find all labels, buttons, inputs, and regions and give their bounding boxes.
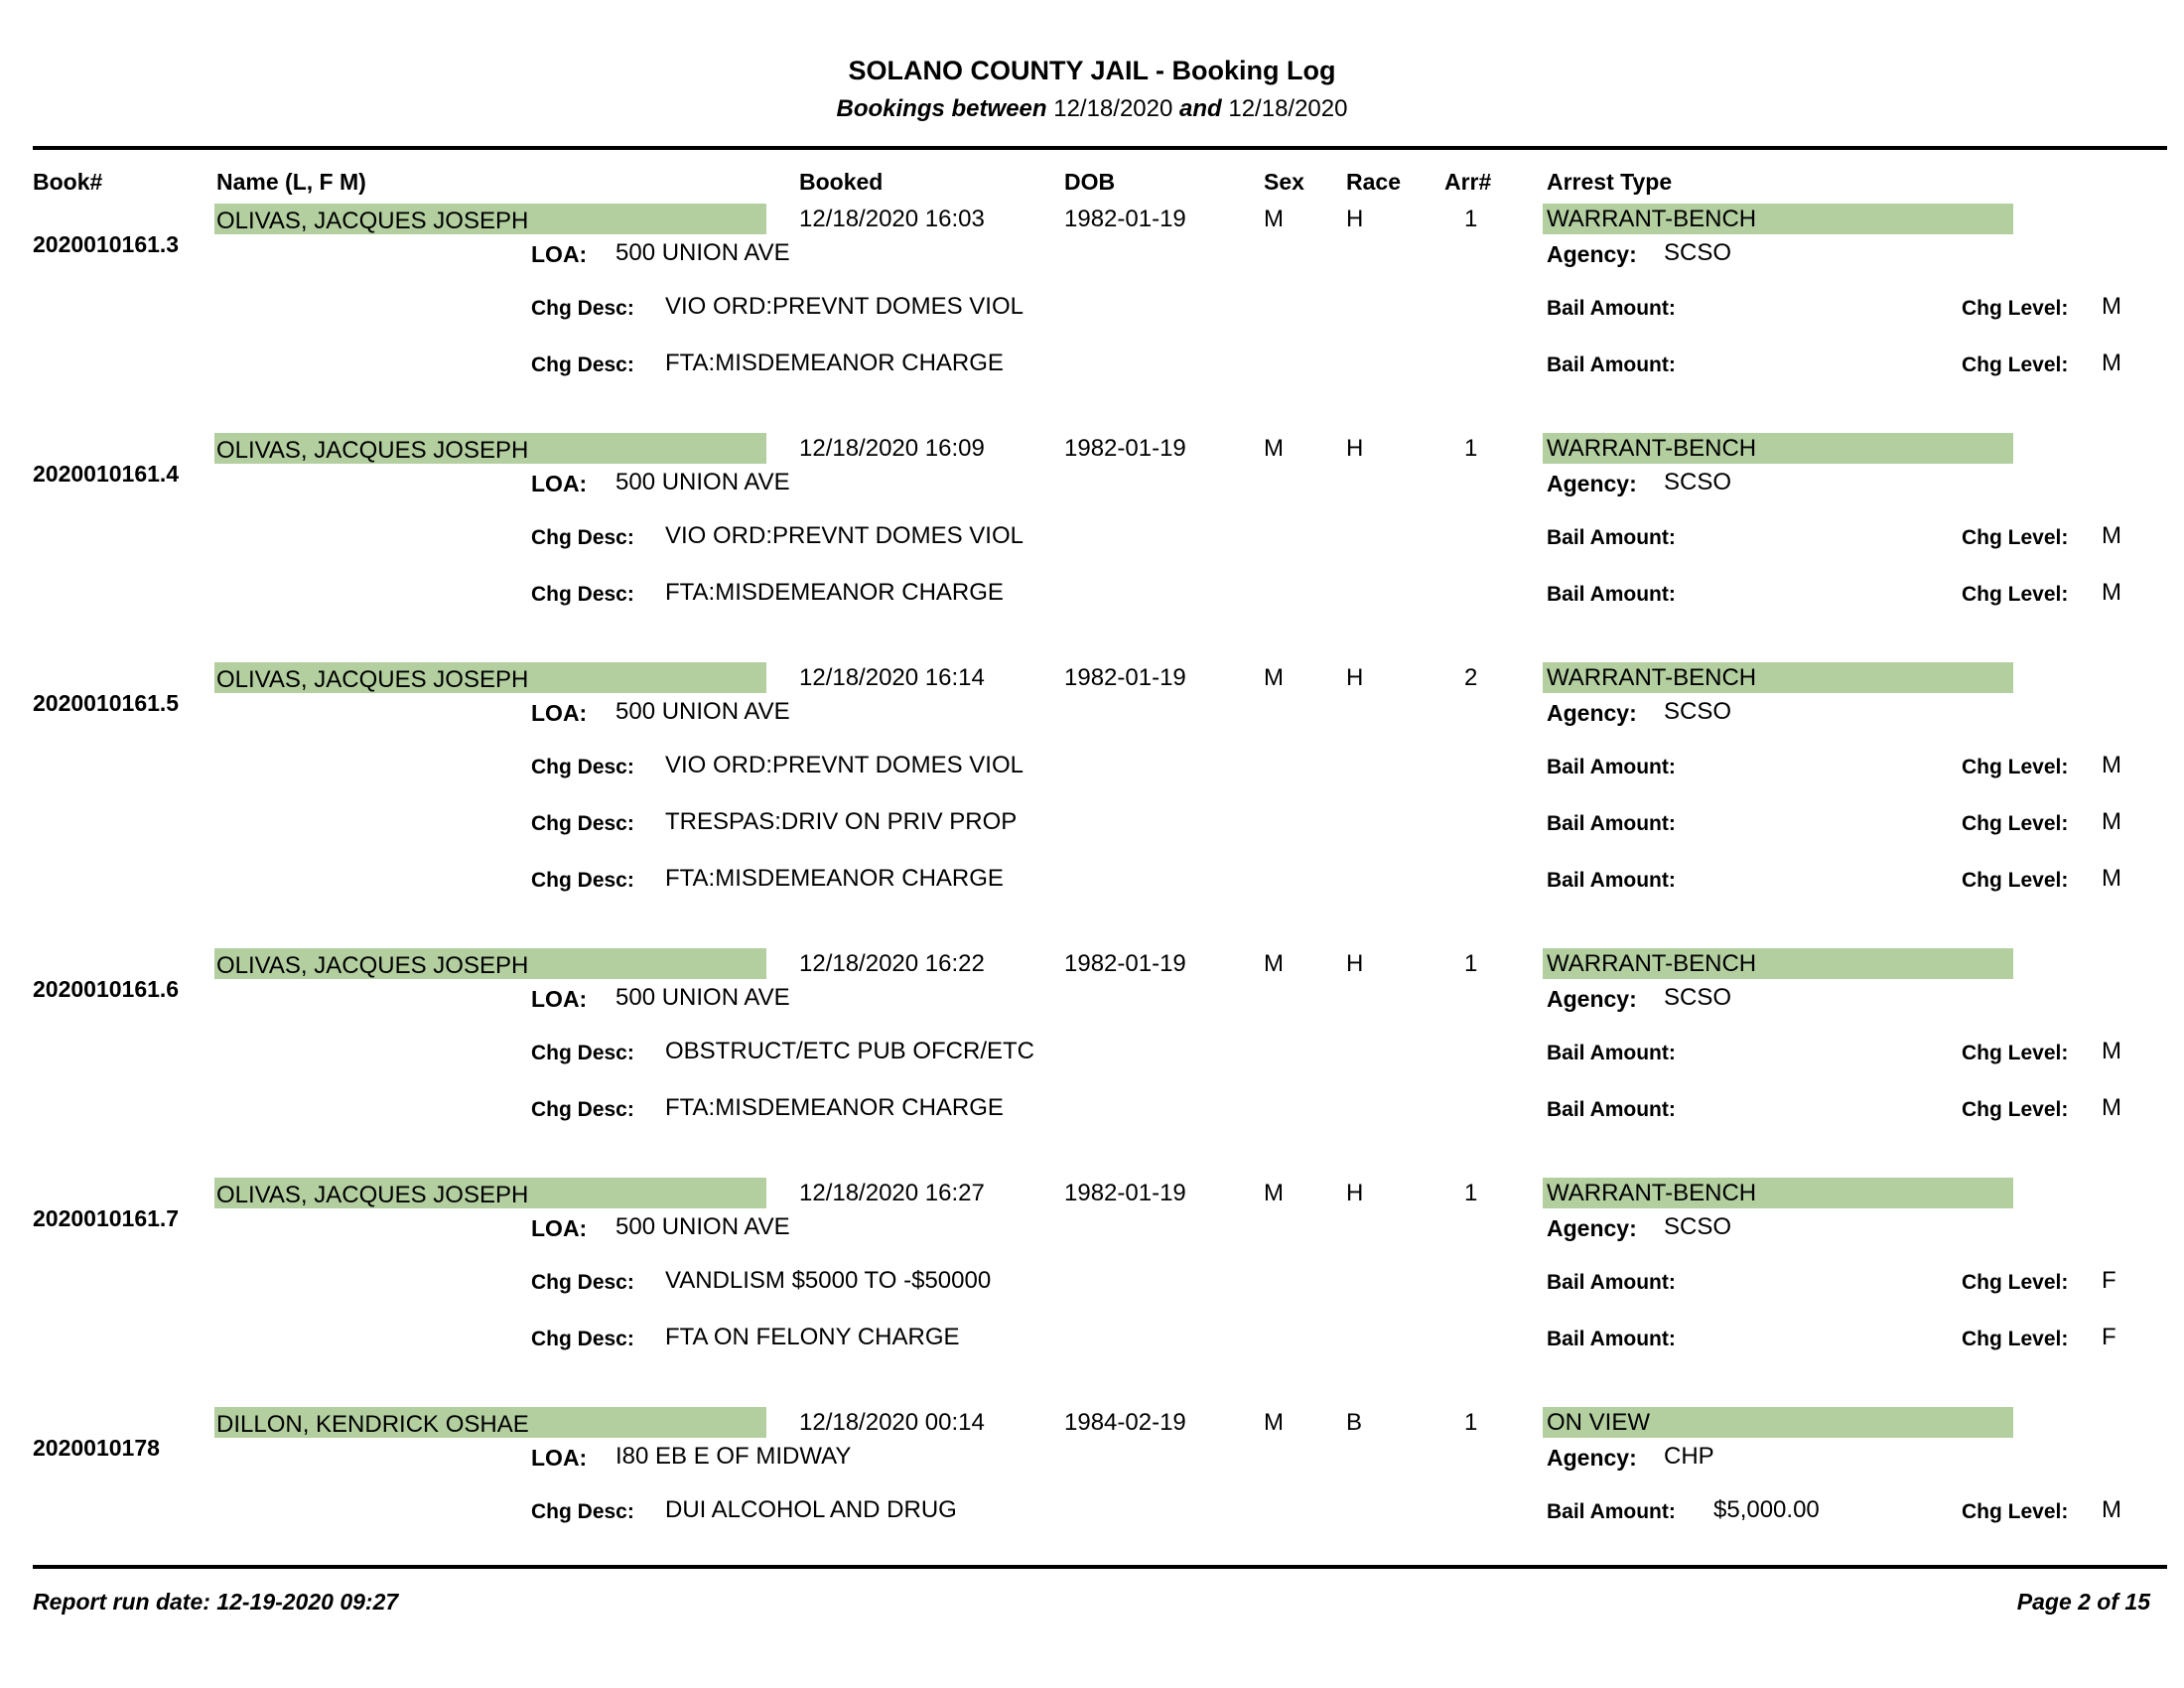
charge-row [0,752,2184,791]
header-rule [33,146,2167,150]
arrest-count: 1 [1464,435,1478,462]
book-number: 2020010178 [33,1435,160,1461]
col-header-arr: Arr# [1444,169,1492,195]
charge-level-label: Chg Level: [1962,1098,2069,1121]
bail-amount-label: Bail Amount: [1547,1328,1676,1350]
bail-amount-label: Bail Amount: [1547,583,1676,606]
sex-value: M [1264,1180,1284,1206]
charge-level: M [2102,579,2121,606]
bail-amount-label: Bail Amount: [1547,812,1676,835]
loa-label: LOA: [531,1445,588,1471]
charge-desc: VIO ORD:PREVNT DOMES VIOL [665,752,1024,778]
charge-row [0,579,2184,619]
bail-amount-label: Bail Amount: [1547,1271,1676,1294]
loa-value: 500 UNION AVE [615,698,790,725]
charge-level: M [2102,293,2121,320]
date-to: 12/18/2020 [1228,95,1348,122]
race-value: H [1346,435,1364,462]
col-header-sex: Sex [1264,169,1304,195]
arrest-count: 1 [1464,950,1478,977]
agency-value: SCSO [1664,239,1732,266]
loa-label: LOA: [531,700,588,726]
book-number: 2020010161.3 [33,231,180,257]
sex-value: M [1264,664,1284,691]
booked-datetime: 12/18/2020 16:22 [799,950,985,977]
charge-desc-label: Chg Desc: [531,812,634,835]
charge-desc: FTA:MISDEMEANOR CHARGE [665,865,1004,892]
arrest-type: ON VIEW [1547,1409,1651,1436]
race-value: H [1346,206,1364,232]
charge-level: M [2102,865,2121,892]
col-header-booked: Booked [799,169,884,195]
footer-rule [33,1565,2167,1569]
loa-value: 500 UNION AVE [615,239,790,266]
race-value: H [1346,664,1364,691]
report-title: SOLANO COUNTY JAIL - Booking Log [848,56,1336,85]
inmate-name: OLIVAS, JACQUES JOSEPH [216,208,529,234]
charge-desc: FTA:MISDEMEANOR CHARGE [665,1094,1004,1121]
booked-datetime: 12/18/2020 00:14 [799,1409,985,1436]
agency-label: Agency: [1547,700,1637,726]
charge-desc-label: Chg Desc: [531,869,634,892]
charge-level: F [2102,1267,2116,1294]
charge-level-label: Chg Level: [1962,812,2069,835]
race-value: H [1346,950,1364,977]
agency-label: Agency: [1547,241,1637,267]
charge-desc: OBSTRUCT/ETC PUB OFCR/ETC [665,1038,1035,1064]
booked-datetime: 12/18/2020 16:03 [799,206,985,232]
page-number: Page 2 of 15 [2016,1589,2150,1615]
charge-level-label: Chg Level: [1962,297,2069,320]
charge-desc: VIO ORD:PREVNT DOMES VIOL [665,522,1024,549]
date-of-birth: 1982-01-19 [1064,664,1186,691]
loa-value: I80 EB E OF MIDWAY [615,1443,852,1470]
charge-desc-label: Chg Desc: [531,583,634,606]
loa-label: LOA: [531,241,588,267]
col-header-race: Race [1346,169,1401,195]
bail-amount-label: Bail Amount: [1547,869,1676,892]
arrest-type: WARRANT-BENCH [1547,206,1757,232]
sex-value: M [1264,206,1284,232]
bail-amount-label: Bail Amount: [1547,1500,1676,1523]
charge-level-label: Chg Level: [1962,1042,2069,1064]
col-header-book: Book# [33,169,103,195]
arrest-count: 1 [1464,1409,1478,1436]
date-of-birth: 1982-01-19 [1064,1180,1186,1206]
charge-level-label: Chg Level: [1962,1500,2069,1523]
charge-level: M [2102,1496,2121,1523]
agency-label: Agency: [1547,1445,1637,1471]
charge-level-label: Chg Level: [1962,1271,2069,1294]
agency-label: Agency: [1547,1215,1637,1241]
charge-desc-label: Chg Desc: [531,297,634,320]
arrest-type: WARRANT-BENCH [1547,664,1757,691]
loa-value: 500 UNION AVE [615,984,790,1011]
date-of-birth: 1984-02-19 [1064,1409,1186,1436]
loa-label: LOA: [531,471,588,496]
report-subtitle [0,95,2184,123]
charge-row [0,1094,2184,1134]
inmate-name: OLIVAS, JACQUES JOSEPH [216,1182,529,1208]
charge-level: M [2102,752,2121,778]
charge-level-label: Chg Level: [1962,353,2069,376]
bail-amount-label: Bail Amount: [1547,1042,1676,1064]
subtitle-join: and [1179,95,1222,122]
charge-desc: VANDLISM $5000 TO -$50000 [665,1267,992,1294]
sex-value: M [1264,950,1284,977]
loa-label: LOA: [531,1215,588,1241]
bail-amount-label: Bail Amount: [1547,756,1676,778]
charge-level: F [2102,1324,2116,1350]
book-number: 2020010161.7 [33,1205,180,1231]
inmate-name: OLIVAS, JACQUES JOSEPH [216,666,529,693]
charge-level-label: Chg Level: [1962,583,2069,606]
date-of-birth: 1982-01-19 [1064,206,1186,232]
arrest-type: WARRANT-BENCH [1547,950,1757,977]
booked-datetime: 12/18/2020 16:14 [799,664,985,691]
charge-desc-label: Chg Desc: [531,1500,634,1523]
charge-row [0,350,2184,389]
agency-value: SCSO [1664,469,1732,495]
agency-label: Agency: [1547,986,1637,1012]
date-of-birth: 1982-01-19 [1064,435,1186,462]
charge-desc: FTA:MISDEMEANOR CHARGE [665,350,1004,376]
charge-desc-label: Chg Desc: [531,1098,634,1121]
charge-desc: DUI ALCOHOL AND DRUG [665,1496,957,1523]
agency-value: SCSO [1664,984,1732,1011]
charge-row [0,1496,2184,1536]
charge-row [0,865,2184,905]
charge-desc: VIO ORD:PREVNT DOMES VIOL [665,293,1024,320]
charge-row [0,1038,2184,1077]
bail-amount-label: Bail Amount: [1547,1098,1676,1121]
report-run-date: Report run date: 12-19-2020 09:27 [33,1589,399,1615]
charge-desc-label: Chg Desc: [531,353,634,376]
booked-datetime: 12/18/2020 16:09 [799,435,985,462]
charge-level: M [2102,350,2121,376]
subtitle-prefix: Bookings between [836,95,1047,122]
agency-value: SCSO [1664,1213,1732,1240]
date-of-birth: 1982-01-19 [1064,950,1186,977]
charge-desc-label: Chg Desc: [531,1042,634,1064]
charge-row [0,808,2184,848]
charge-level-label: Chg Level: [1962,869,2069,892]
bail-amount: $5,000.00 [1713,1496,1820,1523]
charge-desc-label: Chg Desc: [531,1271,634,1294]
loa-value: 500 UNION AVE [615,1213,790,1240]
arrest-count: 1 [1464,1180,1478,1206]
charge-desc-label: Chg Desc: [531,526,634,549]
charge-desc-label: Chg Desc: [531,756,634,778]
charge-level: M [2102,1094,2121,1121]
charge-desc: FTA:MISDEMEANOR CHARGE [665,579,1004,606]
book-number: 2020010161.5 [33,690,180,716]
arrest-type: WARRANT-BENCH [1547,435,1757,462]
arrest-count: 2 [1464,664,1478,691]
agency-value: CHP [1664,1443,1714,1470]
col-header-arrest-type: Arrest Type [1547,169,1673,195]
agency-label: Agency: [1547,471,1637,496]
arrest-count: 1 [1464,206,1478,232]
loa-value: 500 UNION AVE [615,469,790,495]
book-number: 2020010161.6 [33,976,180,1002]
inmate-name: OLIVAS, JACQUES JOSEPH [216,437,529,464]
arrest-type: WARRANT-BENCH [1547,1180,1757,1206]
charge-level: M [2102,1038,2121,1064]
charge-level: M [2102,808,2121,835]
col-header-name: Name (L, F M) [216,169,366,195]
inmate-name: DILLON, KENDRICK OSHAE [216,1411,529,1438]
charge-level-label: Chg Level: [1962,526,2069,549]
sex-value: M [1264,1409,1284,1436]
charge-level: M [2102,522,2121,549]
charge-level-label: Chg Level: [1962,1328,2069,1350]
charge-desc-label: Chg Desc: [531,1328,634,1350]
bail-amount-label: Bail Amount: [1547,526,1676,549]
charge-row [0,1267,2184,1307]
charge-level-label: Chg Level: [1962,756,2069,778]
col-header-dob: DOB [1064,169,1116,195]
race-value: H [1346,1180,1364,1206]
inmate-name: OLIVAS, JACQUES JOSEPH [216,952,529,979]
charge-row [0,293,2184,333]
date-from: 12/18/2020 [1053,95,1173,122]
agency-value: SCSO [1664,698,1732,725]
bail-amount-label: Bail Amount: [1547,353,1676,376]
bail-amount-label: Bail Amount: [1547,297,1676,320]
loa-label: LOA: [531,986,588,1012]
charge-desc: TRESPAS:DRIV ON PRIV PROP [665,808,1018,835]
sex-value: M [1264,435,1284,462]
charge-row [0,522,2184,562]
booked-datetime: 12/18/2020 16:27 [799,1180,985,1206]
charge-row [0,1324,2184,1363]
book-number: 2020010161.4 [33,461,180,487]
race-value: B [1346,1409,1363,1436]
charge-desc: FTA ON FELONY CHARGE [665,1324,960,1350]
